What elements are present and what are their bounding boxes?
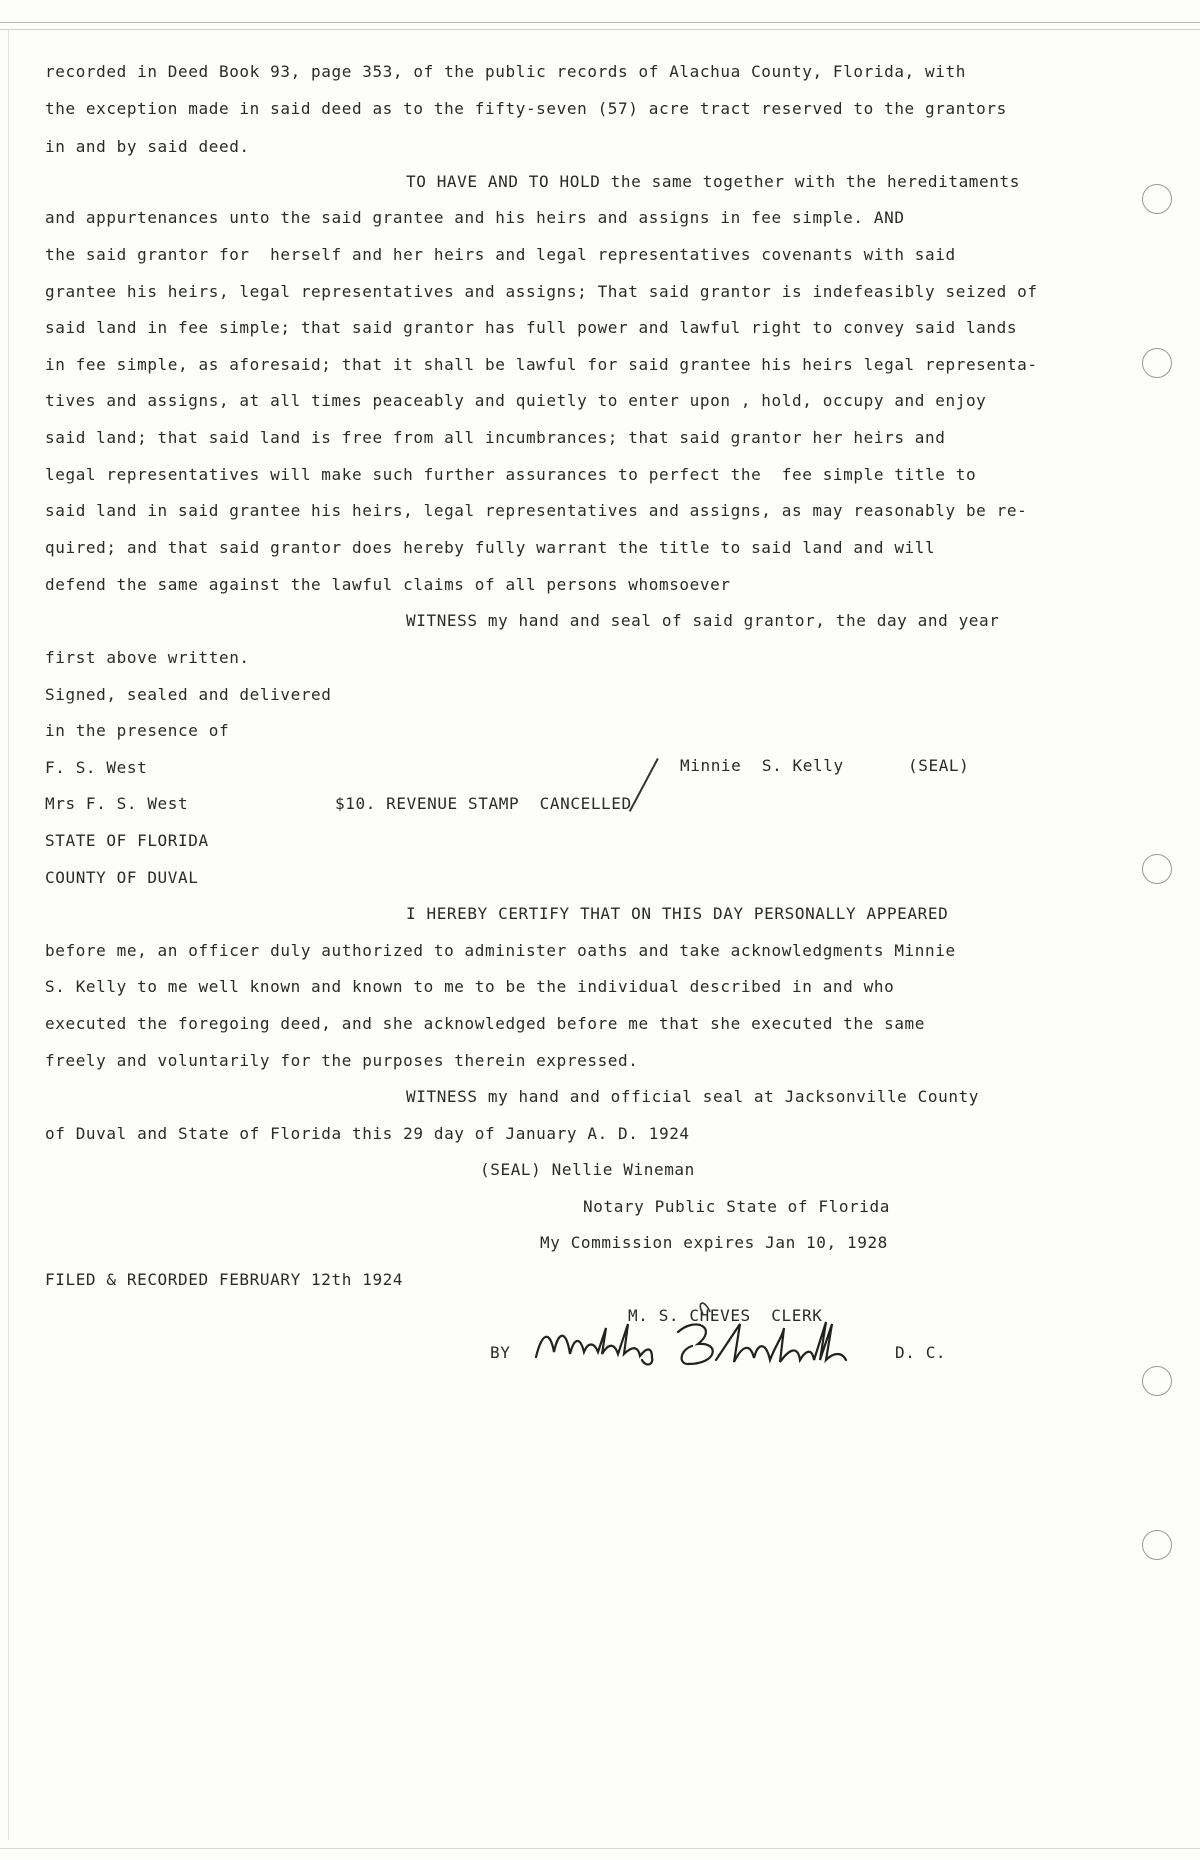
deed-line: said land; that said land is free from all incumbrances; that said grantor her heirs and: [45, 428, 946, 447]
witness-name: F. S. West: [45, 758, 148, 777]
ack-line: I HEREBY CERTIFY THAT ON THIS DAY PERSONALLY APPEARED: [406, 904, 949, 923]
notary-name: (SEAL) Nellie Wineman: [480, 1160, 695, 1179]
signature-mark: [629, 758, 659, 812]
binder-hole: [1142, 854, 1172, 884]
deed-line: recorded in Deed Book 93, page 353, of the public records of Alachua County, Florida, with: [45, 62, 966, 81]
deed-line: in the presence of: [45, 721, 230, 740]
binder-hole: [1142, 1530, 1172, 1560]
deputy-clerk-signature: [528, 1302, 878, 1392]
deed-line: the exception made in said deed as to the fifty-seven (57) acre tract reserved to the grantors: [45, 99, 1007, 118]
notary-commission: My Commission expires Jan 10, 1928: [540, 1233, 888, 1252]
revenue-stamp-note: $10. REVENUE STAMP CANCELLED: [335, 794, 632, 813]
deed-line: defend the same against the lawful claims of all persons whomsoever: [45, 575, 731, 594]
deed-line: Signed, sealed and delivered: [45, 685, 332, 704]
ack-line: executed the foregoing deed, and she acknowledged before me that she executed the same: [45, 1014, 926, 1033]
deed-line: the said grantor for herself and her heirs and legal representatives covenants with said: [45, 245, 956, 264]
ack-line: S. Kelly to me well known and known to me to be the individual described in and who: [45, 977, 895, 996]
binder-hole: [1142, 184, 1172, 214]
by-label: BY: [490, 1343, 511, 1362]
top-rule: [0, 22, 1200, 30]
ack-line: WITNESS my hand and official seal at Jacksonville County: [406, 1087, 980, 1106]
bottom-rule: [0, 1848, 1200, 1849]
notary-title: Notary Public State of Florida: [583, 1197, 890, 1216]
deed-line: first above written.: [45, 648, 250, 667]
deed-line: WITNESS my hand and seal of said grantor, the day and year: [406, 611, 1000, 630]
deed-line: in fee simple, as aforesaid; that it shall be lawful for said grantee his heirs legal representa-: [45, 355, 1038, 374]
page-edge: [8, 30, 9, 1840]
ack-line: freely and voluntarily for the purposes therein expressed.: [45, 1051, 639, 1070]
ack-line: before me, an officer duly authorized to administer oaths and take acknowledgments Minnie: [45, 941, 956, 960]
ack-line: of Duval and State of Florida this 29 day of January A. D. 1924: [45, 1124, 690, 1143]
grantor-seal: (SEAL): [908, 756, 970, 775]
binder-hole: [1142, 348, 1172, 378]
filing-stamp: FILED & RECORDED FEBRUARY 12th 1924: [45, 1270, 404, 1289]
deputy-clerk-label: D. C.: [895, 1343, 947, 1362]
deed-line: TO HAVE AND TO HOLD the same together with the hereditaments: [406, 172, 1020, 191]
deed-line: said land in said grantee his heirs, legal representatives and assigns, as may reasonably be re-: [45, 501, 1028, 520]
deed-line: said land in fee simple; that said grantor has full power and lawful right to convey said lands: [45, 318, 1018, 337]
grantor-name: Minnie S. Kelly: [680, 756, 844, 775]
venue-county: COUNTY OF DUVAL: [45, 868, 199, 887]
deed-line: grantee his heirs, legal representatives and assigns; That said grantor is indefeasibly seized of: [45, 282, 1038, 301]
clerk-name: M. S. CHEVES CLERK: [628, 1306, 823, 1325]
deed-line: quired; and that said grantor does hereby fully warrant the title to said land and will: [45, 538, 936, 557]
binder-hole: [1142, 1366, 1172, 1396]
witness-name: Mrs F. S. West: [45, 794, 189, 813]
venue-state: STATE OF FLORIDA: [45, 831, 209, 850]
deed-line: legal representatives will make such further assurances to perfect the fee simple title to: [45, 465, 977, 484]
deed-line: in and by said deed.: [45, 137, 250, 156]
deed-line: tives and assigns, at all times peaceably and quietly to enter upon , hold, occupy and enjoy: [45, 391, 987, 410]
deed-line: and appurtenances unto the said grantee and his heirs and assigns in fee simple. AND: [45, 208, 905, 227]
